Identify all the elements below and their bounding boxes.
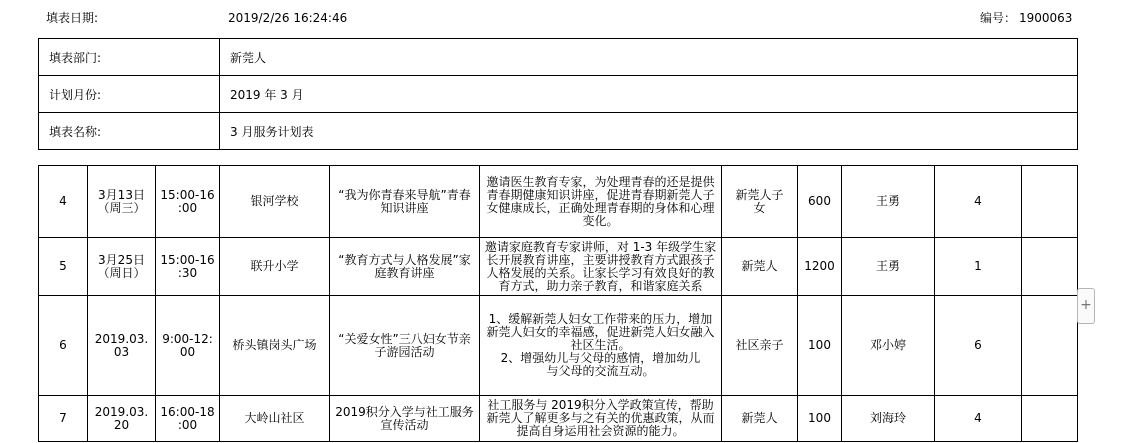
date-value: 2019/2/26 16:24:46 [228,11,348,25]
staff-cell: 4 [935,396,1022,442]
info-value: 2019 年 3 月 [220,76,1078,113]
time-cell: 9:00-12: 00 [156,296,220,396]
table-row [39,296,1078,396]
time-cell: 15:00-16 :30 [156,238,220,296]
count-cell: 100 [798,296,842,396]
info-label: 填表部门: [39,39,220,76]
activity-title-cell: 2019积分入学与社工服务 宣传活动 [330,396,480,442]
target-cell: 新莞人 [722,238,798,296]
table-row [39,396,1078,442]
note-cell [1022,396,1078,442]
row-number-cell: 7 [39,396,88,442]
table-row [39,166,1078,238]
place-cell: 大岭山社区 [220,396,330,442]
staff-cell: 4 [935,166,1022,238]
person-in-charge-cell: 刘海玲 [842,396,935,442]
staff-cell: 6 [935,296,1022,396]
row-number-cell: 4 [39,166,88,238]
activity-title-cell: “教育方式与人格发展”家 庭教育讲座 [330,238,480,296]
content-cell: 邀请医生教育专家，为处理青春的还是提供 青春期健康知识讲座，促进青春期新莞人子 女健康成长，正确处理青春期的身体和心理 变化。 [480,166,722,238]
row-number-cell: 6 [39,296,88,396]
row-number-cell: 5 [39,238,88,296]
target-cell: 新莞人 [722,396,798,442]
note-cell [1022,238,1078,296]
info-label: 计划月份: [39,76,220,113]
activity-title-cell: “我为你青春来导航”青春 知识讲座 [330,166,480,238]
info-row-name [39,113,1078,150]
info-label: 填表名称: [39,113,220,150]
content-cell: 邀请家庭教育专家讲师，对 1-3 年级学生家 长开展教育讲座，主要讲授教育方式跟孩子 人格发展的关系。让家长学习有效良好的教 育方式，助力亲子教育，和谐家庭关系 [480,238,722,296]
content-cell: 社工服务与 2019积分入学政策宣传，帮助 新莞人了解更多与之有关的优惠政策，从而 提高自身运用社会资源的能力。 [480,396,722,442]
person-in-charge-cell: 王勇 [842,238,935,296]
note-cell [1022,296,1078,396]
content-cell: 1、缓解新莞人妇女工作带来的压力，增加 新莞人妇女的幸福感，促进新莞人妇女融入 社区生活。 2、增强幼儿与父母的感情，增加幼儿 与父母的交流互动。 [480,296,722,396]
expand-icon[interactable]: + [1077,288,1095,324]
target-cell: 社区亲子 [722,296,798,396]
plan-table [38,165,1078,442]
table-row [39,238,1078,296]
number-label: 编号： [980,11,1017,25]
info-value: 新莞人 [220,39,1078,76]
date-cell: 2019.03. 03 [88,296,156,396]
info-table [38,38,1078,150]
date-label: 填表日期: [46,11,99,25]
person-in-charge-cell: 王勇 [842,166,935,238]
info-value: 3 月服务计划表 [220,113,1078,150]
target-cell: 新莞人子 女 [722,166,798,238]
staff-cell: 1 [935,238,1022,296]
number-value: 1900063 [1019,11,1073,25]
time-cell: 16:00-18 :00 [156,396,220,442]
info-row-month [39,76,1078,113]
count-cell: 600 [798,166,842,238]
person-in-charge-cell: 邓小婷 [842,296,935,396]
count-cell: 1200 [798,238,842,296]
time-cell: 15:00-16 :00 [156,166,220,238]
place-cell: 桥头镇岗头广场 [220,296,330,396]
count-cell: 100 [798,396,842,442]
activity-title-cell: “关爱女性”三八妇女节亲 子游园活动 [330,296,480,396]
info-row-department [39,39,1078,76]
date-cell: 2019.03. 20 [88,396,156,442]
place-cell: 银河学校 [220,166,330,238]
date-cell: 3月25日 （周日） [88,238,156,296]
note-cell [1022,166,1078,238]
date-cell: 3月13日 （周三） [88,166,156,238]
place-cell: 联升小学 [220,238,330,296]
